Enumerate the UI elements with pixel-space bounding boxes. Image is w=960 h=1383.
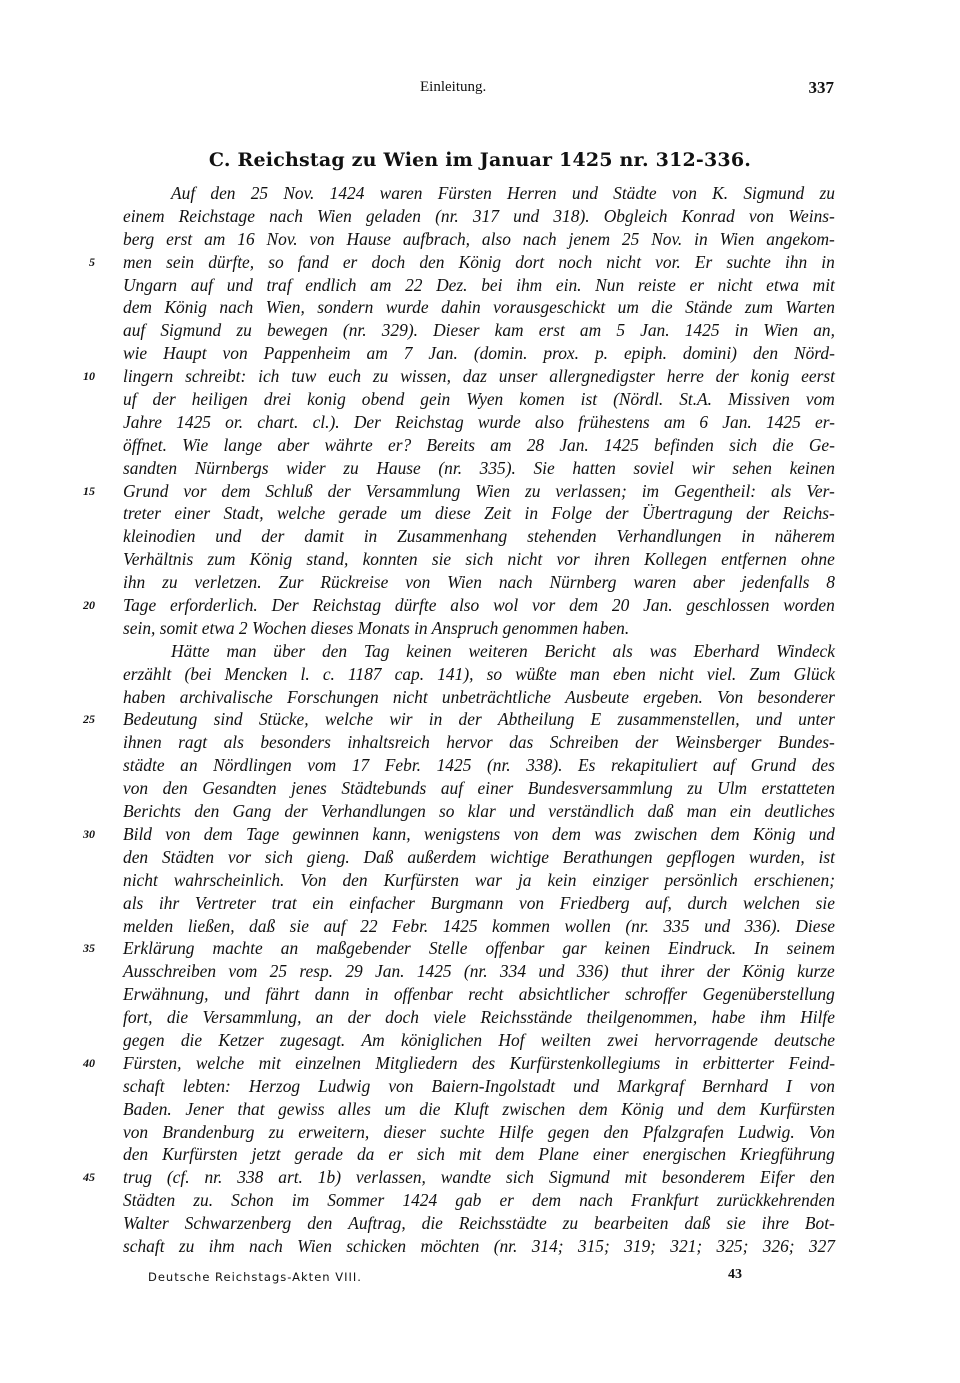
text-line xyxy=(83,594,835,617)
text-line xyxy=(123,1098,835,1121)
text-line xyxy=(123,319,835,342)
line-number: 10 xyxy=(83,369,95,384)
line-text: Verhältnis zum König stand, konnten sie sich nicht vor ihren Kollegen entfernen ohne xyxy=(123,549,835,570)
text-line xyxy=(123,1029,835,1052)
line-text: Erwähnung, und fährt dann in offenbar recht absichtlicher schroffer Gegenüberstellung xyxy=(123,984,835,1005)
text-line xyxy=(123,411,835,434)
text-line xyxy=(123,274,835,297)
line-text: sandten Nürnbergs wider zu Hause (nr. 335). Sie hatten soviel wir sehen keinen xyxy=(123,457,835,478)
line-number: 40 xyxy=(83,1055,95,1070)
text-line xyxy=(123,1006,835,1029)
text-line xyxy=(123,296,835,319)
text-line xyxy=(123,1212,835,1235)
text-line xyxy=(123,983,835,1006)
text-line xyxy=(123,525,835,548)
text-line xyxy=(123,205,835,228)
running-head: Einleitung. xyxy=(420,79,487,95)
line-number: 35 xyxy=(83,941,95,956)
text-line xyxy=(123,1143,835,1166)
text-line xyxy=(123,754,835,777)
line-text: kleinodien und der damit in Zusammenhang stehenden Verhandlungen in näherem xyxy=(123,526,835,547)
line-number: 25 xyxy=(83,712,95,727)
line-text: melden ließen, daß sie auf 22 Febr. 1425 kommen wollen (nr. 335 und 336). Diese xyxy=(123,915,835,936)
line-text: den Kurfürsten jetzt gerade da er sich mit dem Plane einer energischen Kriegführung xyxy=(123,1144,835,1165)
footer-title: Deutsche Reichstags-Akten VIII. xyxy=(148,1270,362,1284)
line-text: auf Sigmund zu bewegen (nr. 329). Dieser kam erst am 5 Jan. 1425 in Wien an, xyxy=(123,320,835,341)
line-text: Fürsten, welche mit einzelnen Mitgliedern des Kurfürstenkollegiums in erbitterter Feind- xyxy=(123,1052,835,1073)
text-line xyxy=(123,869,835,892)
line-text: Tage erforderlich. Der Reichstag dürfte also wol vor dem 20 Jan. geschlossen worden xyxy=(123,595,835,616)
line-text: treter einer Stadt, welche gerade um diese Zeit in Folge der Übertragung der Reichs- xyxy=(123,503,835,524)
line-text: Auf den 25 Nov. 1424 waren Fürsten Herren und Städte von K. Sigmund zu xyxy=(171,183,835,203)
line-number: 15 xyxy=(83,483,95,498)
line-text: Bedeutung sind Stücke, welche wir in der Abtheilung E zusammenstellen, und unter xyxy=(123,709,835,730)
line-text: haben archivalische Forschungen nicht unbeträchtliche Ausbeute ergeben. Von besonderer xyxy=(123,686,835,707)
line-text: schaft lebten: Herzog Ludwig von Baiern-Ingolstadt und Markgraf Bernhard I von xyxy=(123,1075,835,1096)
text-line xyxy=(123,892,835,915)
line-text: lingern schreibt: ich tuw euch zu wissen, daz unser allergnedigster herre der konig eerst xyxy=(123,366,835,387)
line-text: men sein dürfte, so fand er doch den König dort noch nicht vor. Er suchte ihn in xyxy=(123,251,835,272)
line-number: 45 xyxy=(83,1170,95,1185)
line-text: von Brandenburg zu erweitern, dieser suchte Hilfe gegen den Pfalzgrafen Ludwig. Von xyxy=(123,1121,835,1142)
text-line xyxy=(83,1166,835,1189)
page-header xyxy=(0,79,960,101)
text-line xyxy=(123,1189,835,1212)
line-text: nicht wahrscheinlich. Von den Kurfürsten war ja kein einziger persönlich erschienen; xyxy=(123,869,835,890)
text-line xyxy=(123,388,835,411)
text-line xyxy=(123,182,835,205)
line-text: als ihr Vertreter trat ein einfacher Burgmann von Friedberg auf, durch welchen sie xyxy=(123,892,835,913)
text-line xyxy=(123,1075,835,1098)
text-line xyxy=(123,1235,835,1258)
line-text: schaft zu ihm nach Wien schicken möchten (nr. 314; 315; 319; 321; 325; 326; 327 xyxy=(123,1235,835,1256)
line-text: öffnet. Wie lange aber währte er? Bereits am 28 Jan. 1425 befinden sich die Ge- xyxy=(123,434,835,455)
line-text: Baden. Jener that gewiss alles um die Kluft zwischen dem König und dem Kurfürsten xyxy=(123,1098,835,1119)
text-line xyxy=(83,937,835,960)
line-number: 30 xyxy=(83,826,95,841)
text-line xyxy=(123,800,835,823)
line-number: 5 xyxy=(89,254,95,269)
text-line xyxy=(123,686,835,709)
text-line xyxy=(83,365,835,388)
line-text: sein, somit etwa 2 Wochen dieses Monats in Anspruch genommen haben. xyxy=(123,617,630,638)
line-text: wie Haupt von Pappenheim am 7 Jan. (domin. prox. p. epiph. domini) den Nörd- xyxy=(123,343,835,364)
page-number: 337 xyxy=(808,78,834,97)
line-text: Walter Schwarzenberg den Auftrag, die Reichsstädte zu bearbeiten daß sie ihre Bot- xyxy=(123,1213,835,1234)
text-line xyxy=(89,251,835,274)
text-line xyxy=(123,777,835,800)
text-line xyxy=(123,571,835,594)
line-text: Berichts den Gang der Verhandlungen so klar und verständlich daß man ein deutliches xyxy=(123,801,835,822)
line-text: Erklärung machte an maßgebender Stelle offenbar gar keinen Eindruck. In seinem xyxy=(123,938,835,959)
line-text: den Städten vor sich gieng. Daß außerdem wichtige Berathungen gepflogen wurden, ist xyxy=(123,846,835,867)
body-text xyxy=(83,182,835,1258)
text-line xyxy=(83,480,835,503)
section-title: C. Reichstag zu Wien im Januar 1425 nr. 312-336. xyxy=(208,149,752,171)
text-line xyxy=(123,663,835,686)
line-text: Grund vor dem Schluß der Versammlung Wien zu verlassen; im Gegentheil: als Ver- xyxy=(123,480,835,501)
line-text: Jahre 1425 or. chart. cl.). Der Reichstag wurde also frühestens am 6 Jan. 1425 er- xyxy=(123,411,835,432)
text-line xyxy=(123,1121,835,1144)
text-line xyxy=(83,1052,835,1075)
line-text: dem König nach Wien, sondern wurde dahin vorausgeschickt um die Stände zum Warten xyxy=(123,297,835,318)
text-line xyxy=(123,548,835,571)
text-line xyxy=(123,617,835,640)
line-text: erzählt (bei Mencken l. c. 1187 cap. 141), so wüßte man eben nicht viel. Zum Glück xyxy=(123,663,835,684)
text-line xyxy=(123,502,835,525)
sheet-number: 43 xyxy=(728,1267,742,1282)
line-text: von den Gesandten jenes Städtebunds auf einer Bundesversammlung zu Ulm erstatteten xyxy=(123,778,835,799)
text-line xyxy=(123,846,835,869)
text-line xyxy=(123,915,835,938)
text-line xyxy=(83,708,835,731)
line-text: Hätte man über den Tag keinen weiteren Bericht als was Eberhard Windeck xyxy=(171,640,835,661)
line-text: Bild von dem Tage gewinnen kann, wenigstens von dem was zwischen dem König und xyxy=(123,823,835,844)
text-line xyxy=(123,731,835,754)
text-line xyxy=(123,960,835,983)
line-text: Städten zu. Schon im Sommer 1424 gab er dem nach Frankfurt zurückkehrenden xyxy=(123,1190,835,1211)
line-text: fort, die Versammlung, an der doch viele Reichsstände theilgenommen, habe ihm Hilfe xyxy=(123,1007,835,1028)
text-line xyxy=(123,228,835,251)
line-text: ihn zu verletzen. Zur Rückreise von Wien nach Nürnberg waren aber jedenfalls 8 xyxy=(123,572,835,593)
line-text: uf der heiligen drei konig obend gein Wyen komen ist (Nördl. St.A. Missiven vom xyxy=(123,389,835,410)
line-text: trug (cf. nr. 338 art. 1b) verlassen, wandte sich Sigmund mit besonderem Eifer den xyxy=(123,1167,835,1188)
line-number: 20 xyxy=(83,598,95,613)
line-text: städte an Nördlingen vom 17 Febr. 1425 (nr. 338). Es rekapituliert auf Grund des xyxy=(123,755,835,776)
line-text: ihnen ragt als besonders inhaltsreich hervor das Schreiben der Weinsberger Bundes- xyxy=(123,732,835,753)
line-text: Ungarn auf und traf endlich am 22 Dez. bei ihm ein. Nun reiste er nicht etwa mit xyxy=(123,274,835,295)
text-line xyxy=(123,640,835,663)
text-line xyxy=(123,342,835,365)
line-text: berg erst am 16 Nov. von Hause aufbrach, also nach jenem 25 Nov. in Wien angekom- xyxy=(123,228,835,249)
text-line xyxy=(83,823,835,846)
text-line xyxy=(123,434,835,457)
line-text: einem Reichstage nach Wien geladen (nr. 317 und 318). Obgleich Konrad von Weins- xyxy=(123,205,835,226)
page-footer xyxy=(0,1267,960,1287)
text-line xyxy=(123,457,835,480)
line-text: gegen die Ketzer zugesagt. Am königlichen Hof weilten zwei hervorragende deutsche xyxy=(123,1029,835,1050)
line-text: Ausschreiben vom 25 resp. 29 Jan. 1425 (nr. 334 und 336) thut ihrer der König kurze xyxy=(123,961,835,982)
